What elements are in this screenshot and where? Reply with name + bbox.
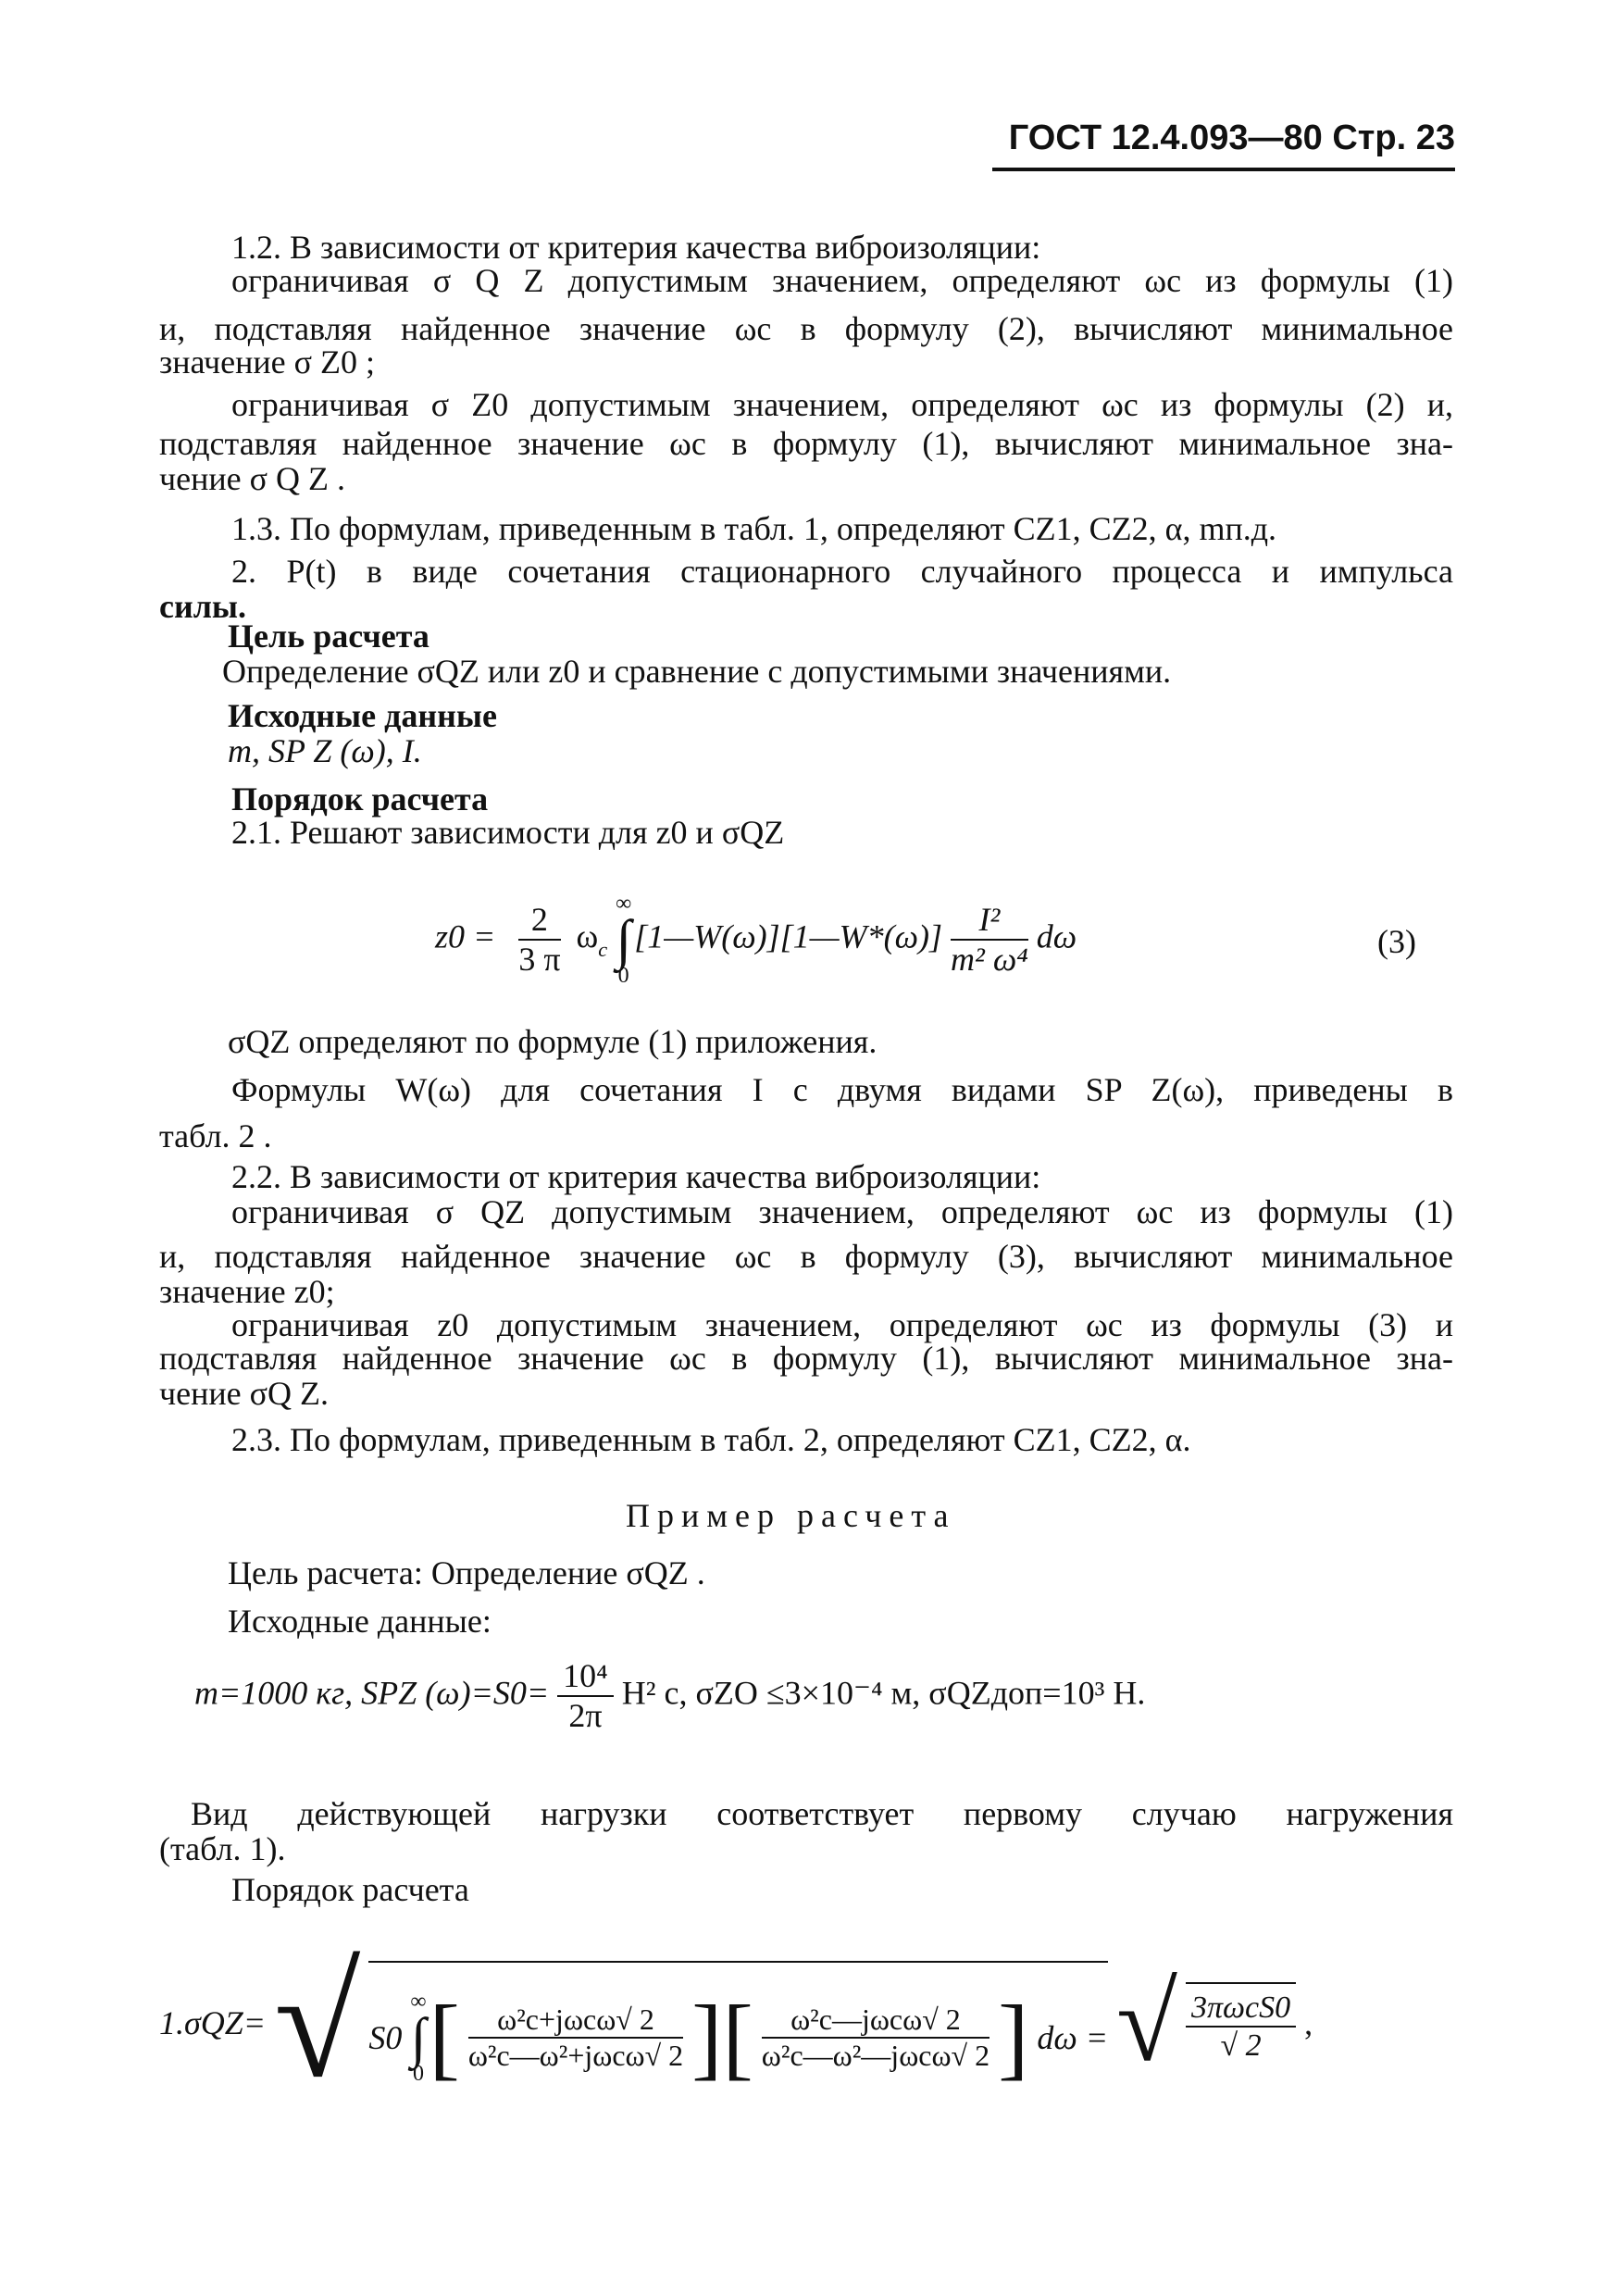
s1-2-p2-line1: ограничивая σ Z0 допустимым значением, определяют ωc из формулы (2) и, — [231, 386, 1453, 423]
formula-3-limits: ∞ ∫ 0 — [616, 892, 632, 988]
input-data-text: m, SP Z (ω), I. — [228, 732, 422, 769]
final-formula: 1.σQZ= √ S0 ∞ ∫ 0 [ $\frac{\text{ω²c+jωcω√ 2}}{\text{ω²c—ω²+jωcω√ 2}}$ ][ $\frac{\text{ω²c—jωcω√ 2}}{\text{ω²c—ω²—jωcω√ 2}}$ ] dω = √ $\frac{\text{3πωcS0}}{√ 2}$ , — [159, 1936, 1313, 2110]
formula-3-lhs: z0 = — [435, 917, 496, 955]
section-1-3: 1.3. По формулам, приведенным в табл. 1, определяют CZ1, CZ2, α, mп.д. — [231, 510, 1277, 547]
s2-2-p1-line2: и, подставляя найденное значение ωc в формулу (3), вычисляют минимальное — [159, 1238, 1453, 1275]
s2-2-p2-line1: ограничивая z0 допустимым значением, определяют ωc из формулы (3) и — [231, 1306, 1453, 1343]
s1-2-p2-line2: подставляя найденное значение ωc в формулу (1), вычисляют минимальное зна- — [159, 425, 1453, 462]
section-2-1: 2.1. Решают зависимости для z0 и σQZ — [231, 814, 785, 851]
after3-line1: σQZ определяют по формуле (1) приложения. — [228, 1023, 877, 1060]
example-input-label: Исходные данные: — [228, 1603, 492, 1640]
page-header: ГОСТ 12.4.093—80 Стр. 23 — [992, 119, 1455, 171]
example-goal: Цель расчета: Определение σQZ . — [228, 1554, 705, 1591]
example-input-formula: m=1000 кг, SPZ (ω)=S0= $\frac{\text{10⁴}}{2\pi}$ Н² с, σZO ≤3×10⁻⁴ м, σQZдоп=10³ Н. — [194, 1657, 1146, 1735]
result-fraction: $\frac{\text{3πωcS0}}{√ 2}$ — [1186, 1982, 1296, 2064]
order-title: Порядок расчета — [231, 780, 489, 817]
formula-3-fraction: $\frac{\text{I²}}{\text{m² ω⁴}}$ — [951, 900, 1028, 978]
s2-2-p2-line2: подставляя найденное значение ωc в формулу (1), вычисляют минимальное зна- — [159, 1340, 1453, 1377]
radicand: S0 ∞ ∫ 0 [ $\frac{\text{ω²c+jωcω√ 2}}{\text{ω²c—ω²+jωcω√ 2}}$ ][ $\frac{\text{ω²c—jωcω√ 2}}{\text{ω²c—ω²—jωcω√ 2}}$ ] dω = — [368, 1961, 1108, 2085]
final-formula-lhs: 1.σQZ= — [159, 2004, 267, 2041]
s1-2-p1-line2: и, подставляя найденное значение ωc в формулу (2), вычисляют минимальное — [159, 310, 1453, 347]
formula-3-number: (3) — [1377, 923, 1416, 960]
section-2-2-heading: 2.2. В зависимости от критерия качества виброизоляции: — [231, 1158, 1041, 1195]
goal-title: Цель расчета — [228, 618, 429, 655]
s1-2-p2-line3: чение σ Q Z . — [159, 460, 345, 497]
load-line1: Вид действующей нагрузки соответствует первому случаю нагружения — [191, 1795, 1453, 1832]
after3-line3: табл. 2 . — [159, 1117, 272, 1154]
s2-2-p1-line3: значение z0; — [159, 1273, 335, 1310]
load-line2: (табл. 1). — [159, 1830, 286, 1867]
example-title: Пример расчета — [626, 1497, 956, 1534]
formula-3-coef: $\frac{2}{3 \pi}$ — [518, 900, 561, 978]
goal-text: Определение σQZ или z0 и сравнение с допустимыми значениями. — [222, 653, 1172, 690]
formula-3-integrand: [1—W(ω)][1—W*(ω)] — [634, 917, 943, 955]
s1-2-p1-line3: значение σ Z0 ; — [159, 343, 376, 381]
formula-3: z0 = $\frac{2}{3 \pi}$ $\omega_c$ ∞ ∫ 0 [1—W(ω)][1—W*(ω)] $\frac{\text{I²}}{\text{m² ω⁴}}$ dω — [435, 892, 1077, 988]
section-2-3: 2.3. По формулам, приведенным в табл. 2, определяют CZ1, CZ2, α. — [231, 1421, 1191, 1458]
s1-2-p1-line1: ограничивая σ Q Z допустимым значением, определяют ωc из формулы (1) — [231, 262, 1453, 299]
bracket1-fraction: $\frac{\text{ω²c+jωcω√ 2}}{\text{ω²c—ω²+jωcω√ 2}}$ — [467, 2003, 684, 2072]
section-1-2-heading: 1.2. В зависимости от критерия качества виброизоляции: — [231, 229, 1041, 266]
s2-2-p1-line1: ограничивая σ QZ допустимым значением, определяют ωc из формулы (1) — [231, 1193, 1453, 1230]
bracket2-fraction: $\frac{\text{ω²c—jωcω√ 2}}{\text{ω²c—ω²—jωcω√ 2}}$ — [761, 2003, 990, 2072]
input-data-title: Исходные данные — [228, 697, 497, 734]
section-2-line2: силы. — [159, 588, 247, 625]
s2-2-p2-line3: чение σQ Z. — [159, 1375, 329, 1412]
result-sqrt-sign: √ — [1116, 1961, 1177, 2084]
order-label: Порядок расчета — [231, 1871, 469, 1908]
sqrt-sign: √ — [274, 1936, 361, 2110]
section-2-line1: 2. P(t) в виде сочетания стационарного случайного процесса и импульса — [231, 553, 1453, 590]
example-input-fraction: $\frac{\text{10⁴}}{2\pi}$ — [557, 1657, 614, 1736]
after3-line2: Формулы W(ω) для сочетания I с двумя видами SP Z(ω), приведены в — [231, 1071, 1453, 1108]
